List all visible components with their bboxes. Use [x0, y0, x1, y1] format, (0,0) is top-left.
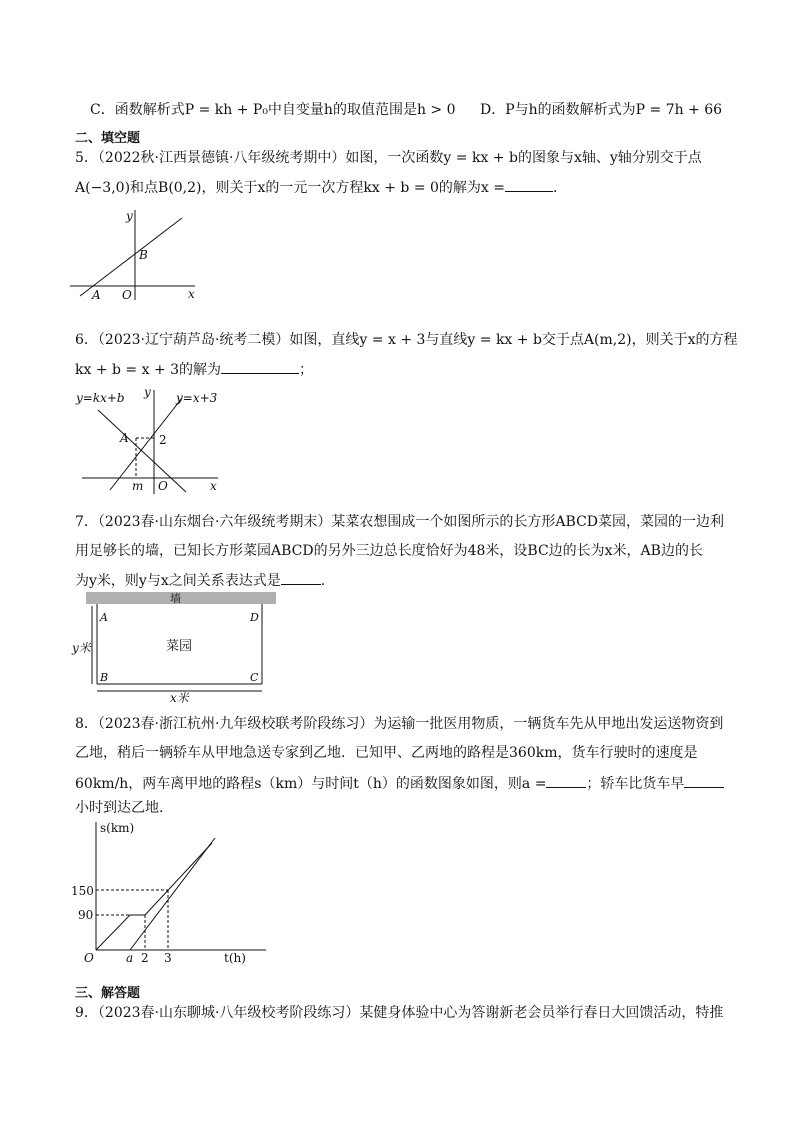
q6-semicolon: ； [299, 362, 314, 378]
q7-line-3 [75, 570, 325, 591]
q6-line-2 [75, 359, 313, 380]
q8-tick-a: a [126, 951, 134, 965]
q8-origin: O [84, 951, 94, 965]
q5-line-2 [75, 177, 557, 198]
q6-line-1: 6．（2023·辽宁葫芦岛·统考二模）如图，直线y = x + 3与直线y = kx + b交于点A(m,2)，则关于x的方程 [75, 332, 738, 348]
option-d: D．P与h的函数解析式为P = 7h + 66 [480, 102, 723, 118]
q6-point-a: A [120, 431, 129, 445]
q8-value-150: 150 [71, 884, 94, 898]
section-answer-title: 三、解答题 [75, 986, 141, 1001]
q7-line-2: 用足够长的墙，已知长方形菜园ABCD的另外三边总长度恰好为48米，设BC边的长为x米，AB边的长 [75, 543, 703, 559]
q7-point-a: A [100, 611, 108, 624]
q5-y-label: y [126, 209, 133, 223]
section-fill-blank-title: 二、填空题 [75, 131, 141, 146]
q6-y-label: y [144, 385, 151, 399]
q7-y-dimension-label: y米 [72, 641, 91, 655]
q7-wall [86, 592, 276, 604]
q5-period: . [553, 180, 558, 196]
q7-wall-label: 墙 [170, 592, 181, 605]
q5-point-b: B [139, 248, 148, 262]
q5-x-label: x [188, 287, 195, 301]
q8-car-line [130, 838, 215, 950]
q8-line-3 [75, 773, 724, 794]
q8-truck-line [96, 843, 212, 950]
q8-tick-2: 2 [141, 951, 149, 965]
q6-label-x-plus-3: y=x+3 [176, 391, 218, 405]
q7-point-c: C [250, 671, 259, 684]
q8-answer-blank-a[interactable] [546, 773, 586, 788]
figure-q7 [70, 592, 280, 705]
q6-label-kx-b: y=kx+b [76, 391, 125, 405]
figure-q5 [70, 208, 200, 303]
q8-value-90: 90 [78, 908, 94, 922]
q8-text-a: 60km/h，两车离甲地的路程s（km）与时间t（h）的函数图象如图，则a = [75, 776, 547, 792]
q7-point-d: D [250, 611, 259, 624]
q8-t-label: t(h) [224, 951, 246, 965]
q5-origin: O [122, 288, 132, 302]
q7-point-b: B [100, 671, 109, 684]
q8-line-1: 8．（2023春·浙江杭州·九年级校联考阶段练习）为运输一批医用物质，一辆货车先从甲地出发运送物资到 [75, 716, 724, 732]
q6-value-2: 2 [159, 433, 167, 447]
q8-text-b: ；轿车比货车早 [586, 776, 685, 792]
q6-x-label: x [210, 479, 217, 493]
q7-text: 为y米，则y与x之间关系表达式是 [75, 573, 281, 589]
q7-garden-label: 菜园 [166, 639, 193, 654]
q8-s-label: s(km) [100, 821, 135, 835]
q8-line-4: 小时到达乙地. [75, 800, 164, 816]
q5-line-graph [80, 218, 182, 296]
q7-line-1: 7．（2023春·山东烟台·六年级统考期末）某菜农想围成一个如图所示的长方形ABCD菜园，菜园的一边利 [75, 514, 725, 530]
q7-answer-blank[interactable] [281, 570, 321, 585]
q6-answer-blank[interactable] [221, 359, 299, 374]
q6-origin: O [158, 479, 168, 493]
q6-m-label: m [132, 479, 144, 493]
q8-answer-blank-b[interactable] [684, 773, 724, 788]
q7-x-dimension-label: x米 [170, 691, 189, 705]
q5-line-1: 5．（2022秋·江西景德镇·八年级统考期中）如图，一次函数y = kx + b的图象与x轴、y轴分别交于点 [75, 150, 702, 166]
q8-line-2: 乙地，稍后一辆轿车从甲地急送专家到乙地．已知甲、乙两地的路程是360km，货车行驶时的速度是 [75, 745, 698, 761]
q6-text: kx + b = x + 3的解为 [75, 362, 222, 378]
q5-answer-blank[interactable] [505, 177, 553, 192]
q8-tick-3: 3 [164, 951, 172, 965]
q5-text: A(−3,0)和点B(0,2)，则关于x的一元一次方程kx + b = 0的解为x = [75, 180, 505, 196]
figure-q8 [70, 818, 270, 968]
option-c: C．函数解析式P = kh + P₀中自变量h的取值范围是h > 0 [90, 102, 456, 118]
q7-period: . [320, 573, 326, 589]
figure-q6 [68, 386, 228, 496]
q9-line-1: 9．（2023春·山东聊城·八年级校考阶段练习）某健身体验中心为答谢新老会员举行春日大回馈活动，特推 [75, 1005, 724, 1021]
q5-point-a: A [92, 288, 101, 302]
